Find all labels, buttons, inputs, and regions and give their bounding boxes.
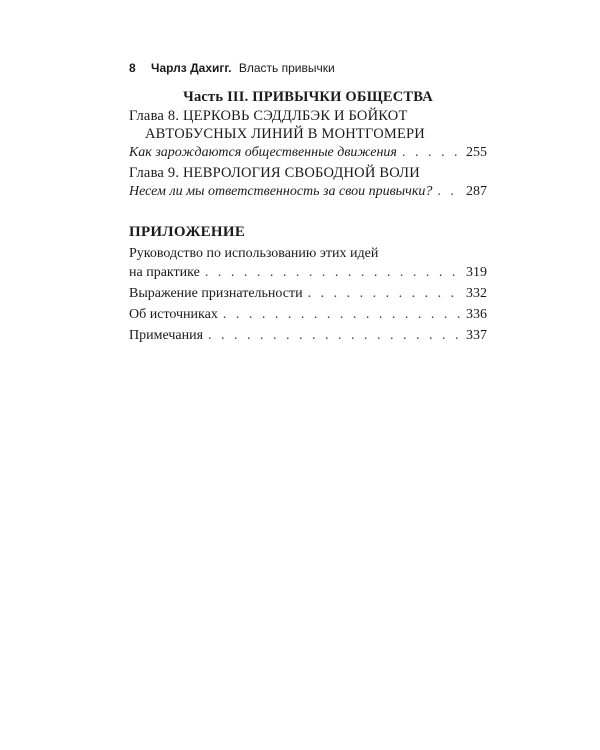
appendix-item-sources-label: Об источниках [129, 307, 218, 322]
appendix-item-guide-line2 [129, 263, 487, 282]
appendix-item-acknowledgments[interactable] [129, 284, 487, 303]
book-title: Власть привычки [238, 61, 335, 75]
appendix-item-guide-line1: Руководство по использованию этих идей [129, 246, 379, 261]
appendix-item-acknowledgments-label: Выражение признательности [129, 286, 303, 301]
chapter-8-page: 255 [466, 145, 487, 160]
appendix-item-guide[interactable] [129, 244, 487, 282]
dot-leader [308, 284, 461, 303]
chapter-8-title [129, 107, 487, 143]
appendix-item-notes-page: 337 [466, 328, 487, 343]
appendix-item-notes[interactable] [129, 326, 487, 345]
chapter-9-page: 287 [466, 184, 487, 199]
appendix-item-acknowledgments-page: 332 [466, 286, 487, 301]
chapter-9-title [129, 164, 487, 182]
chapter-9-subtitle: Несем ли мы ответственность за свои привычки? [129, 184, 433, 199]
dot-leader [208, 326, 461, 345]
appendix-item-guide-label: на практике [129, 265, 200, 280]
dot-leader [223, 305, 461, 324]
running-head [129, 60, 469, 76]
author-name: Чарлз Дахигг. [151, 61, 232, 75]
appendix-item-notes-label: Примечания [129, 328, 204, 343]
appendix-item-guide-page: 319 [466, 265, 487, 280]
chapter-9-entry[interactable] [129, 182, 487, 201]
chapter-8-title-line2: АВТОБУСНЫХ ЛИНИЙ В МОНТГОМЕРИ [145, 126, 425, 142]
appendix-item-sources-page: 336 [466, 307, 487, 322]
dot-leader [402, 143, 461, 162]
chapter-8-subtitle: Как зарождаются общественные движения [129, 145, 397, 160]
chapter-8-title-line1: Глава 8. ЦЕРКОВЬ СЭДДЛБЭК И БОЙКОТ [129, 108, 408, 124]
page-number: 8 [129, 61, 136, 75]
dot-leader [437, 182, 461, 201]
part-heading: Часть III. ПРИВЫЧКИ ОБЩЕСТВА [183, 89, 433, 105]
dot-leader [205, 263, 461, 282]
appendix-item-sources[interactable] [129, 305, 487, 324]
table-of-contents [129, 88, 487, 347]
appendix-heading: ПРИЛОЖЕНИЕ [129, 224, 246, 240]
chapter-8-entry[interactable] [129, 143, 487, 162]
chapter-9-title-line1: Глава 9. НЕВРОЛОГИЯ СВОБОДНОЙ ВОЛИ [129, 165, 420, 181]
